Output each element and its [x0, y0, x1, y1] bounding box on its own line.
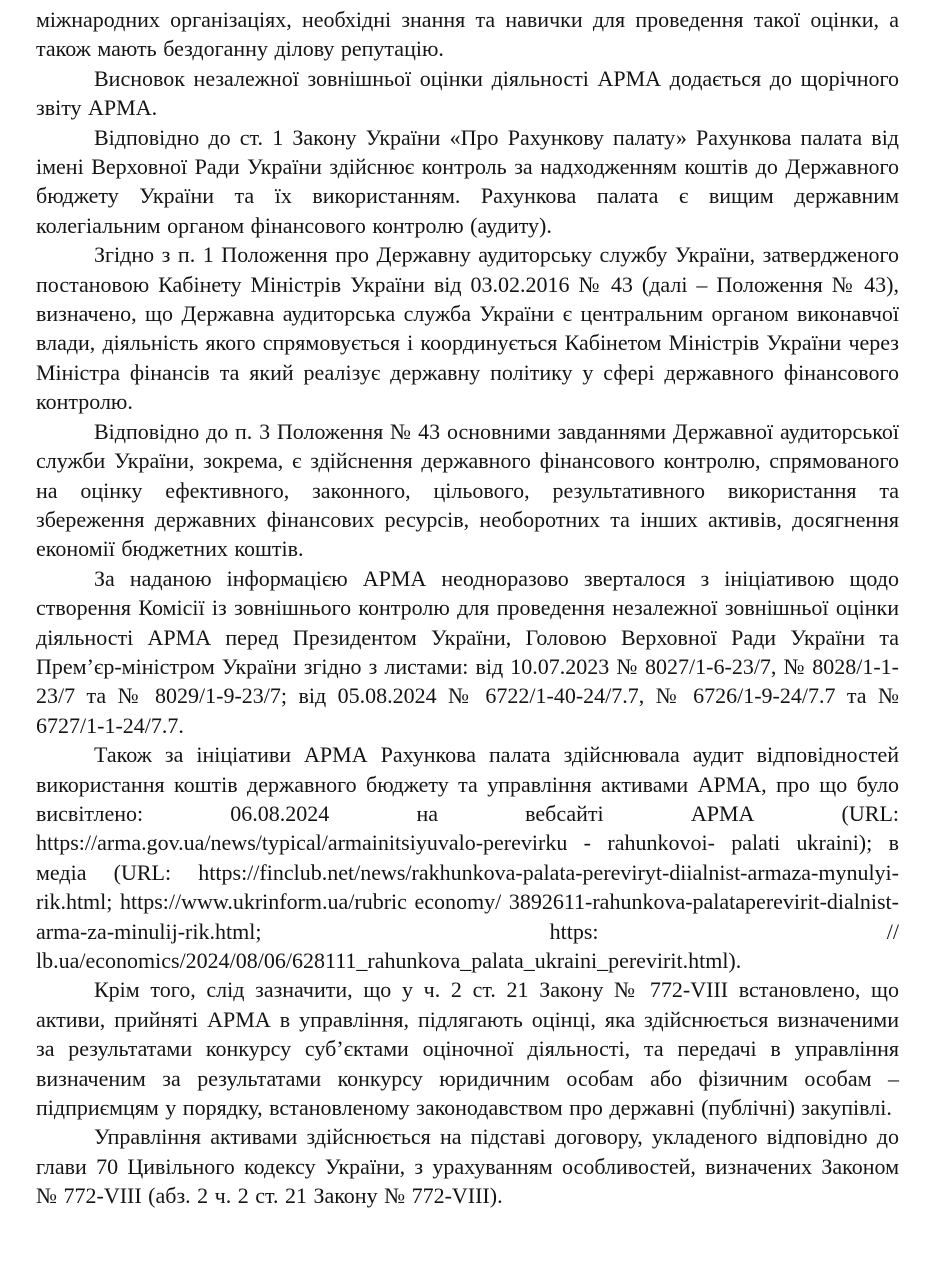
paragraph: Висновок незалежної зовнішньої оцінки діяльності АРМА додається до щорічного звіту АРМА. — [36, 65, 899, 121]
paragraph: Згідно з п. 1 Положення про Державну аудиторську службу України, затвердженого постановою Кабінету Міністрів України від 03.02.2016 № 43 (далі – Положення № 43), визначено, що Державна аудиторська служба України є центральним органом виконавчої влади, діяльність якого спрямовується і координується Кабінетом Міністрів України через Міністра фінансів та який реалізує державну політику у сфері державного фінансового контролю. — [36, 242, 899, 415]
paragraph: За наданою інформацією АРМА неодноразово зверталося з ініціативою щодо створення Комісії із зовнішнього контролю для проведення незалежної зовнішньої оцінки діяльності АРМА перед Президентом України, Головою Верховної Ради України та Прем’єр-міністром України згідно з листами: від 10.07.2023 № 8027/1-6-23/7, № 8028/1-1-23/7 та № 8029/1-9-23/7; від 05.08.2024 № 6722/1-40-24/7.7, № 6726/1-9-24/7.7 та № 6727/1-1-24/7.7. — [36, 565, 899, 738]
paragraph: Відповідно до п. 3 Положення № 43 основними завданнями Державної аудиторської служби України, зокрема, є здійснення державного фінансового контролю, спрямованого на оцінку ефективного, законного, цільового, результативного використання та збереження державних фінансових ресурсів, необоротних та інших активів, досягнення економії бюджетних коштів. — [36, 418, 899, 562]
paragraph-continuation: міжнародних організаціях, необхідні знання та навички для проведення такої оцінки, а також мають бездоганну ділову репутацію. — [36, 7, 899, 62]
paragraph: Крім того, слід зазначити, що у ч. 2 ст. 21 Закону № 772-VIII встановлено, що активи, прийняті АРМА в управління, підлягають оцінці, яка здійснюється визначеними за результатами конкурсу суб’єктами оціночної діяльності, та передачі в управління визначеним за результатами конкурсу юридичним особам або фізичним особам – підприємцям у порядку, встановленому законодавством про державні (публічні) закупівлі. — [36, 977, 899, 1121]
paragraph: Відповідно до ст. 1 Закону України «Про Рахункову палату» Рахункова палата від імені Верховної Ради України здійснює контроль за надходженням коштів до Державного бюджету України та їх використанням. Рахункова палата є вищим державним колегіальним органом фінансового контролю (аудиту). — [36, 124, 899, 238]
paragraph-with-urls: Також за ініціативи АРМА Рахункова палата здійснювала аудит відповідностей використання коштів державного бюджету та управління активами АРМА, про що було висвітлено: 06.08.2024 на вебсайті АРМА (URL: https://arma.gov.ua/news/typical/armainitsiyuvalo-perevirku - rahunkovoi- palati ukraini); в медіа (URL: https://finclub.net/news/rakhunkova-palata-pereviryt-diialnist-armaza-mynulyi-rik.html; https://www.ukrinform.ua/rubric economy/ 3892611-rahunkova-palataperevirit-dialnist-arma-za-minulij-rik.html; https: // lb.ua/economics/2024/08/06/628111_rahunkova_palata_ukraini_perevirit.html). — [36, 742, 899, 973]
paragraph: Управління активами здійснюється на підставі договору, укладеного відповідно до глави 70 Цивільного кодексу України, з урахуванням особливостей, визначених Законом № 772-VIII (абз. 2 ч. 2 ст. 21 Закону № 772-VIII). — [36, 1124, 899, 1209]
